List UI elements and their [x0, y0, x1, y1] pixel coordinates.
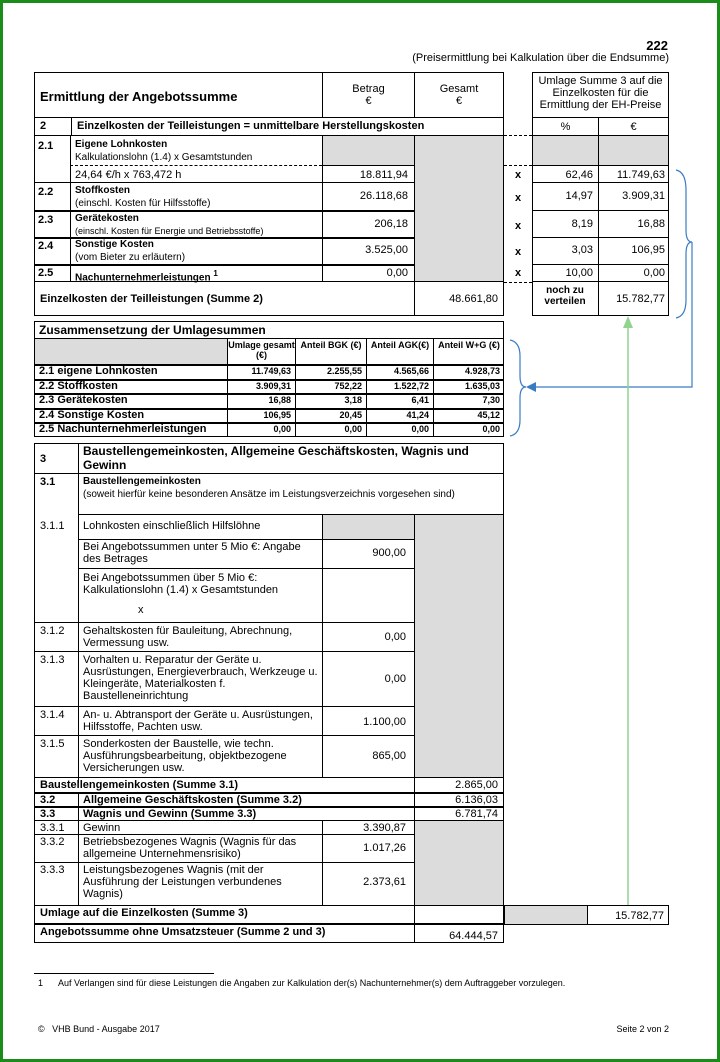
r315-label: Sonderkosten der Baustelle, wie techn. Ausführungsbearbeitung, objektbezogene Versicherungen usw. — [83, 738, 287, 774]
angebot-value: 64.444,57 — [449, 930, 498, 942]
r331-label: Gewinn — [83, 822, 121, 834]
r333-label: Leistungsbezogenes Wagnis (mit der Ausführung der Leistungen verbundenes Wagnis) — [83, 864, 282, 900]
t2-cell: 6,41 — [411, 395, 429, 406]
s31-sub: (soweit hierfür keine besonderen Ansätze im Leistungsverzeichnis vorgesehen sind) — [83, 489, 455, 500]
t2-h-agk: Anteil AGK(€) — [370, 340, 430, 350]
r333-num: 3.3.3 — [40, 864, 65, 876]
row-2-2-x: x — [514, 192, 522, 204]
r331-value: 3.390,87 — [363, 822, 406, 834]
r315-num: 3.1.5 — [40, 738, 65, 750]
t2-cell: 41,24 — [406, 409, 429, 420]
row-2-2-sub: (einschl. Kosten für Hilfsstoffe) — [75, 198, 211, 209]
row-2-5-eur: 0,00 — [643, 267, 665, 279]
t2-row-label: 2.2 Stoffkosten — [39, 379, 118, 392]
t1-umlage-header: Umlage Summe 3 auf die Einzelkosten für die Ermittlung der EH-Preise — [532, 72, 669, 118]
r33-label: Wagnis und Gewinn (Summe 3.3) — [83, 808, 257, 820]
r331-num: 3.3.1 — [40, 822, 65, 834]
t2-cell: 0,00 — [411, 424, 429, 435]
r313-num: 3.1.3 — [40, 654, 65, 666]
row-2-1-eur: 11.749,63 — [616, 169, 665, 181]
t2-row-label: 2.5 Nachunternehmerleistungen — [39, 423, 207, 436]
blue-arrowhead — [526, 382, 536, 392]
sec2-num: 2 — [40, 120, 47, 132]
sec2-title: Einzelkosten der Teilleistungen = unmittelbare Herstellungskosten — [77, 120, 425, 132]
row-2-4-x: x — [514, 246, 522, 258]
t2-h-bgk: Anteil BGK (€) — [300, 340, 362, 350]
t2-cell: 7,30 — [482, 395, 500, 406]
copyright: © VHB Bund - Ausgabe 2017 — [38, 1024, 160, 1034]
row-2-1-pct: 62,46 — [565, 169, 593, 181]
right-brace — [676, 170, 692, 318]
t3-title: Baustellengemeinkosten, Allgemeine Geschäftskosten, Wagnis und Gewinn — [83, 444, 469, 472]
sum2-label: Einzelkosten der Teilleistungen (Summe 2) — [40, 293, 263, 305]
row-2-5-pct: 10,00 — [565, 267, 593, 279]
umlage-label: Umlage auf die Einzelkosten (Summe 3) — [40, 907, 248, 919]
row-2-1-x: x — [514, 169, 522, 181]
r333-value: 2.373,61 — [363, 876, 406, 888]
t3-num: 3 — [40, 453, 47, 465]
t2-h-umlage: Umlage gesamt (€) — [228, 340, 295, 360]
r312-value: 0,00 — [384, 631, 406, 643]
blue-arrow-line — [532, 242, 692, 387]
row-2-4-num: 2.4 — [38, 240, 54, 252]
row-2-1-betrag: 18.811,94 — [359, 169, 408, 181]
row-2-2-title: Stoffkosten — [75, 185, 130, 196]
col-betrag-unit: € — [365, 95, 372, 107]
t2-cell: 2.255,55 — [326, 366, 362, 376]
sum31-label: Baustellengemeinkosten (Summe 3.1) — [40, 779, 239, 791]
r315-value: 865,00 — [372, 750, 406, 762]
s31-title: Baustellengemeinkosten — [83, 476, 201, 487]
t2-row-label: 2.1 eigene Lohnkosten — [39, 365, 158, 377]
row-2-3-betrag: 206,18 — [374, 218, 408, 230]
angebot-label: Angebotssumme ohne Umsatzsteuer (Summe 2 und 3) — [40, 926, 326, 938]
t2-cell: 0,00 — [344, 424, 362, 435]
row-2-1-calc: 24,64 €/h x 763,472 h — [75, 169, 182, 181]
t1-title: Ermittlung der Angebotssumme — [40, 89, 238, 104]
t2-cell: 45,12 — [477, 409, 500, 420]
r313-label: Vorhalten u. Reparatur der Geräte u. Ausrüstungen, Energieverbrauch, Werkzeuge u. Kleingeräte, Materialkosten f. Baustelleneinrichtung — [83, 654, 318, 702]
row-2-1-num: 2.1 — [38, 140, 54, 152]
page-number: 222 — [646, 38, 668, 53]
t2-title: Zusammensetzung der Umlagesummen — [39, 323, 266, 337]
r33-value: 6.781,74 — [455, 808, 498, 820]
row-2-3-sub: (einschl. Kosten für Energie und Betriebsstoffe) — [75, 226, 264, 236]
row-2-4-eur: 106,95 — [631, 244, 665, 256]
row-2-4-pct: 3,03 — [571, 244, 593, 256]
col-betrag-label: Betrag — [352, 83, 385, 95]
t2-h-wg: Anteil W+G (€) — [438, 340, 500, 350]
r312-label: Gehaltskosten für Bauleitung, Abrechnung, Vermessung usw. — [83, 625, 293, 649]
t2-cell: 16,88 — [268, 395, 291, 406]
r311b-label: Bei Angebotssummen über 5 Mio €: Kalkulationslohn (1.4) x Gesamtstunden — [83, 572, 279, 596]
row-2-3-eur: 16,88 — [637, 218, 665, 230]
row-2-3-num: 2.3 — [38, 214, 54, 226]
t2-cell: 752,22 — [334, 380, 362, 391]
r32-value: 6.136,03 — [455, 794, 498, 806]
row-2-2-eur: 3.909,31 — [622, 190, 665, 202]
t2-cell: 0,00 — [482, 424, 500, 435]
row-2-1-title: Eigene Lohnkosten — [75, 139, 168, 150]
green-arrowhead — [623, 316, 633, 328]
row-2-5-x: x — [514, 267, 522, 279]
r313-value: 0,00 — [384, 673, 406, 685]
noch-label: noch zu verteilen — [544, 285, 586, 307]
r32-label: Allgemeine Geschäftskosten (Summe 3.2) — [83, 794, 302, 806]
row-2-2-num: 2.2 — [38, 186, 54, 198]
page-indicator: Seite 2 von 2 — [616, 1024, 669, 1034]
row-2-5-title-text: Nachunternehmerleistungen — [75, 272, 211, 284]
sum2-value: 48.661,80 — [449, 293, 498, 305]
row-2-2-betrag: 26.118,68 — [359, 190, 408, 202]
col-gesamt-label: Gesamt — [439, 83, 479, 95]
r314-value: 1.100,00 — [363, 716, 406, 728]
r332-label: Betriebsbezogenes Wagnis (Wagnis für das allgemeine Unternehmensrisiko) — [83, 836, 297, 860]
row-2-4-sub: (vom Bieter zu erläutern) — [75, 252, 186, 263]
t2-cell: 0,00 — [273, 424, 291, 435]
eur-unit: € — [598, 117, 669, 136]
r311-num: 3.1.1 — [40, 520, 65, 532]
r311a-label: Bei Angebotssummen unter 5 Mio €: Angabe des Betrages — [83, 541, 301, 565]
sum31-value: 2.865,00 — [455, 779, 498, 791]
r312-num: 3.1.2 — [40, 625, 65, 637]
t2-cell: 20,45 — [339, 409, 362, 420]
umlage-value: 15.782,77 — [587, 905, 669, 925]
footnote-num: 1 — [38, 978, 44, 988]
row-2-1-sub: Kalkulationslohn (1.4) x Gesamtstunden — [75, 152, 253, 163]
r332-value: 1.017,26 — [363, 842, 406, 854]
row-2-3-pct: 8,19 — [571, 218, 593, 230]
r314-num: 3.1.4 — [40, 709, 65, 721]
row-2-4-title: Sonstige Kosten — [75, 239, 154, 250]
t2-row-label: 2.4 Sonstige Kosten — [39, 408, 145, 421]
row-2-3-title: Gerätekosten — [75, 213, 139, 224]
r311a-value: 900,00 — [372, 547, 406, 559]
t2-row-label: 2.3 Gerätekosten — [39, 394, 128, 407]
t2-cell: 1.635,03 — [464, 380, 500, 391]
r311-label: Lohnkosten einschließlich Hilfslöhne — [83, 520, 261, 532]
col-gesamt-unit: € — [455, 95, 463, 107]
r332-num: 3.3.2 — [40, 836, 65, 848]
row-2-4-betrag: 3.525,00 — [365, 244, 408, 256]
t2-cell: 1.522,72 — [393, 380, 429, 391]
row-2-3-x: x — [514, 220, 522, 232]
t2-cell: 4.565,66 — [393, 366, 429, 376]
s31-num: 3.1 — [40, 476, 56, 488]
noch-value: 15.782,77 — [616, 293, 665, 305]
r32-num: 3.2 — [40, 794, 56, 806]
page-subtitle: (Preisermittlung bei Kalkulation über die Endsumme) — [412, 52, 669, 64]
row-2-5-betrag: 0,00 — [386, 267, 408, 279]
footnote-text: Auf Verlangen sind für diese Leistungen die Angaben zur Kalkulation der(s) Nachunternehmer(s) dem Auftraggeber vorzulegen. — [58, 978, 566, 988]
pct-unit: % — [532, 117, 599, 136]
left-brace — [510, 340, 526, 436]
t2-cell: 3.909,31 — [255, 380, 291, 391]
row-2-5-num: 2.5 — [38, 267, 54, 279]
r33-num: 3.3 — [40, 808, 56, 820]
t2-cell: 3,18 — [344, 395, 362, 406]
t2-cell: 106,95 — [263, 409, 291, 420]
r311b-x: x — [138, 604, 144, 616]
t2-cell: 11.749,63 — [251, 366, 291, 376]
r314-label: An- u. Abtransport der Geräte u. Ausrüstungen, Hilfsstoffe, Pachten usw. — [83, 709, 313, 733]
footnote-ref: 1 — [213, 269, 218, 278]
row-2-2-pct: 14,97 — [565, 190, 593, 202]
t2-cell: 4.928,73 — [464, 366, 500, 376]
